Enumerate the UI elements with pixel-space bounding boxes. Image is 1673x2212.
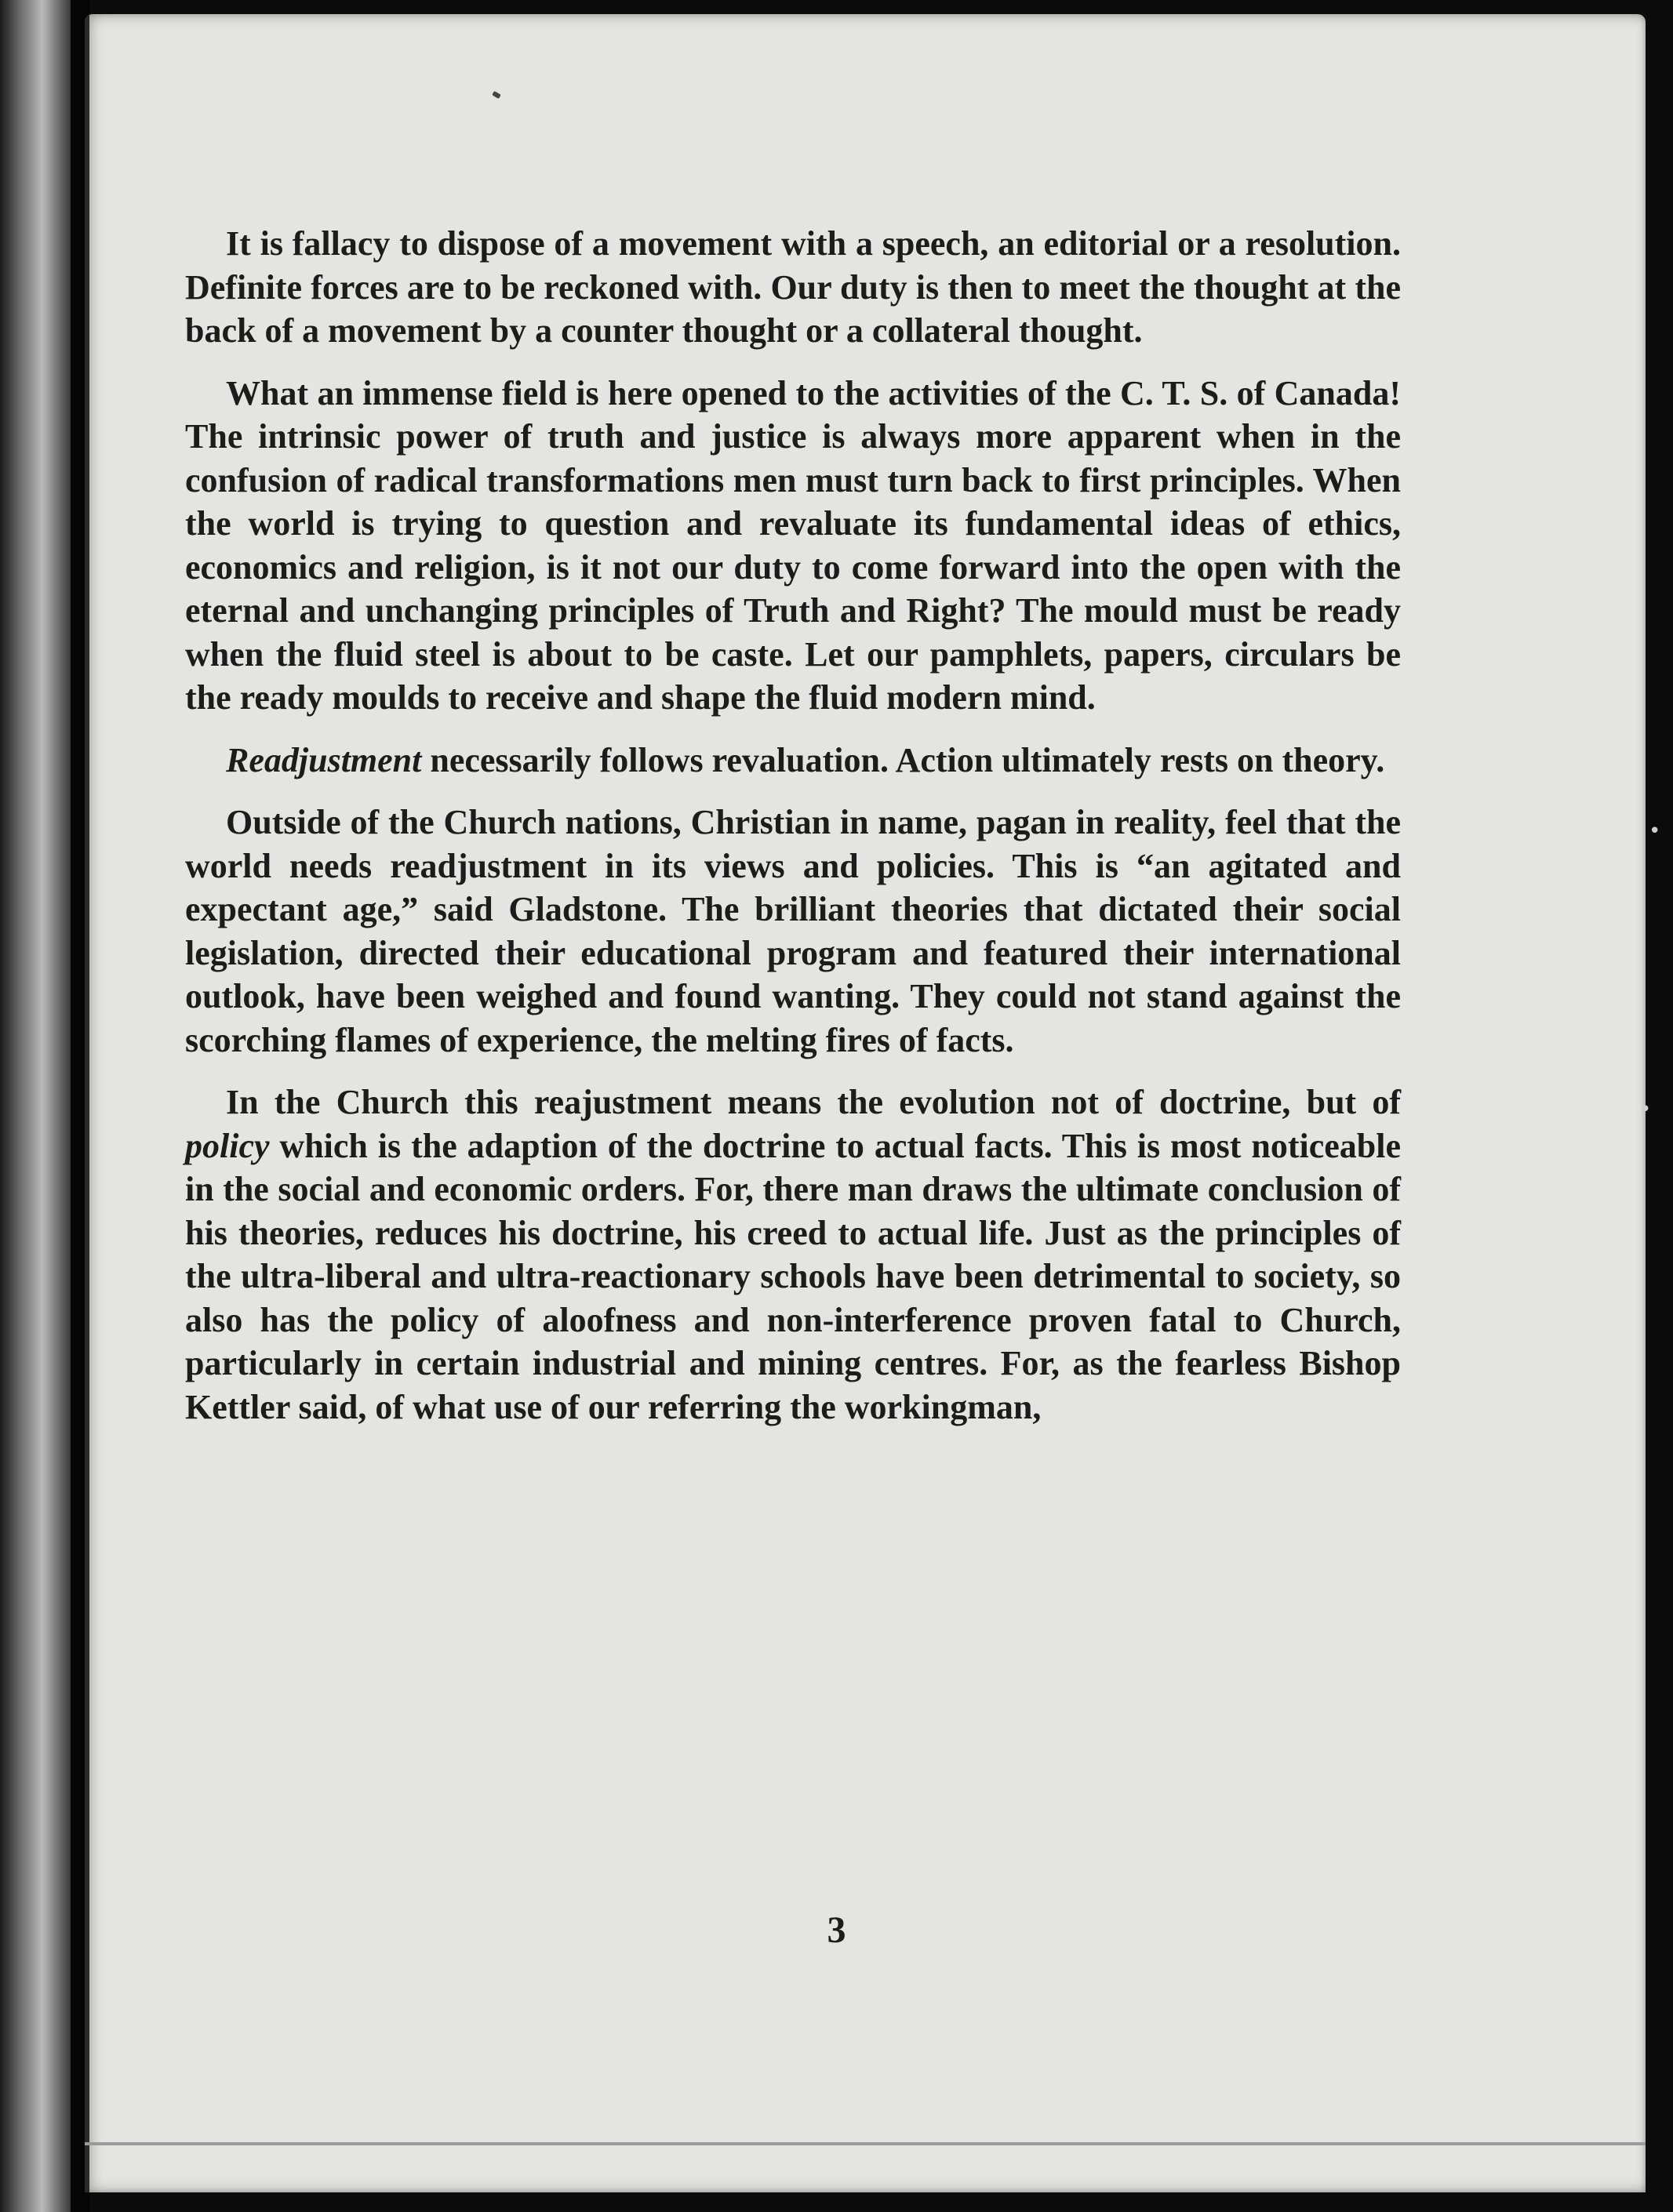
paragraph [185, 801, 1401, 1062]
emphasized-text: policy [185, 1126, 270, 1165]
paragraph [185, 222, 1401, 353]
scan-artifact: • [1639, 1098, 1652, 1121]
emphasized-text: Readjustment [226, 740, 422, 779]
scan-artifact: • [1649, 819, 1661, 843]
text-segment: What an immense field is here opened to the activities of the C. T. S. of Canada! The intrinsic power of truth and justice is always more apparent when in the confusion of radical transformations men must turn back to first principles. When the world is trying to question and revaluate its fundamental ideas of ethics, economics and religion, is it not our duty to come forward into the open with the eternal and unchanging principles of Truth and Right? The mould must be ready when the fluid steel is about to be caste. Let our pamphlets, papers, circulars be the ready moulds to receive and shape the fluid modern mind. [185, 373, 1401, 717]
paragraph [185, 739, 1401, 783]
text-segment [185, 1127, 270, 1165]
dust-speck [492, 91, 501, 99]
previous-page-edge [0, 0, 71, 2212]
page-bottom-edge [85, 2142, 1646, 2145]
text-segment [226, 741, 421, 779]
text-segment: necessarily follows revaluation. Action ultimately rests on theory. [421, 740, 1385, 779]
text-segment: Outside of the Church nations, Christian in name, pagan in reality, feel that the world needs readjustment in its views and policies. This is “an agitated and expectant age,” said Gladstone. The brilliant theories that dictated their social legislation, directed their educational program and featured their international outlook, have been weighed and found wanting. They could not stand against the scorching flames of experience, the melting fires of facts. [185, 803, 1401, 1059]
page-number: 3 [827, 1909, 846, 1951]
text-segment: which is the adaption of the doctrine to actual facts. This is most noticeable in the social and economic orders. For, there man draws the ultimate conclusion of his theories, reduces his doctrine, his creed to actual life. Just as the principles of the ultra-liberal and ultra-reactionary schools have been detrimental to society, so also has the policy of aloofness and non-interference proven fatal to Church, particularly in certain industrial and mining centres. For, as the fearless Bishop Kettler said, of what use of our referring the workingman, [185, 1126, 1401, 1426]
text-segment: It is fallacy to dispose of a movement with a speech, an editorial or a resolution. Definite forces are to be reckoned with. Our duty is then to meet the thought at the back of a movement by a counter thought or a collateral thought. [185, 224, 1401, 350]
text-segment: In the Church this reajustment means the evolution not of doctrine, but of [226, 1083, 1401, 1121]
page-left-edge [85, 14, 89, 2192]
paragraph [185, 372, 1401, 720]
body-text [185, 222, 1401, 1447]
paragraph [185, 1081, 1401, 1429]
